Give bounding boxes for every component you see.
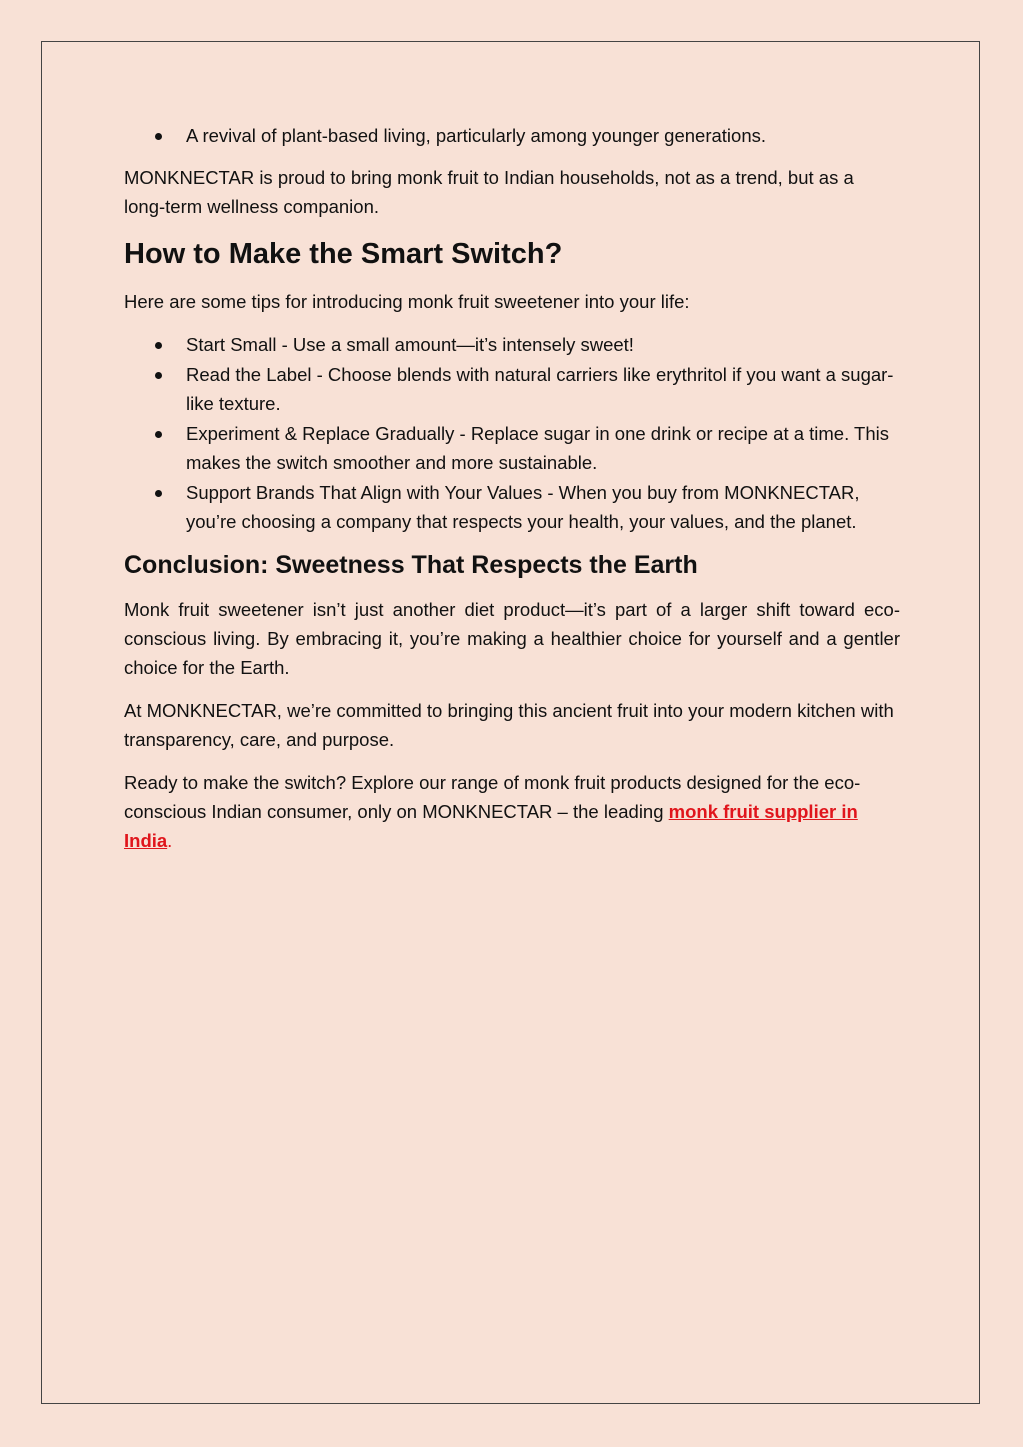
bullet-icon xyxy=(155,490,162,497)
tip-text: Experiment & Replace Gradually - Replace sugar in one drink or recipe at a time. This makes the switch smoother and more sustainable. xyxy=(186,423,889,473)
list-item xyxy=(124,360,900,418)
conclusion-paragraph-1: Monk fruit sweetener isn’t just another diet product—it’s part of a larger shift toward eco-conscious living. By embracing it, you’re making a healthier choice for yourself and a gentler choice for the Earth. xyxy=(124,599,900,678)
supplier-link[interactable]: monk fruit supplier in India xyxy=(124,801,858,851)
list-item xyxy=(124,478,900,536)
tips-list xyxy=(124,330,900,536)
bullet-icon xyxy=(155,431,162,438)
conclusion-paragraph-3-text: Ready to make the switch? Explore our range of monk fruit products designed for the eco-conscious Indian consumer, only on MONKNECTAR – the leading xyxy=(124,772,861,822)
conclusion-paragraph-3 xyxy=(124,768,900,855)
smart-switch-lead: Here are some tips for introducing monk fruit sweetener into your life: xyxy=(124,291,690,312)
list-item xyxy=(124,419,900,477)
conclusion-paragraph-2: At MONKNECTAR, we’re committed to bringing this ancient fruit into your modern kitchen with transparency, care, and purpose. xyxy=(124,700,894,750)
bullet-icon xyxy=(155,372,162,379)
list-item xyxy=(124,121,900,150)
list-item-text: A revival of plant-based living, particularly among younger generations. xyxy=(186,125,766,146)
list-item xyxy=(124,330,900,359)
link-suffix: . xyxy=(167,830,173,851)
bullet-icon xyxy=(155,133,162,140)
document-content xyxy=(124,121,900,855)
tip-text: Support Brands That Align with Your Values - When you buy from MONKNECTAR, you’re choosing a company that respects your health, your values, and the planet. xyxy=(186,482,860,532)
bullet-icon xyxy=(155,342,162,349)
intro-paragraph: MONKNECTAR is proud to bring monk fruit to Indian households, not as a trend, but as a long-term wellness companion. xyxy=(124,167,854,217)
tip-text: Start Small - Use a small amount—it’s intensely sweet! xyxy=(186,334,634,355)
top-bullet-list xyxy=(124,121,900,150)
conclusion-heading: Conclusion: Sweetness That Respects the Earth xyxy=(124,551,698,579)
tip-text: Read the Label - Choose blends with natural carriers like erythritol if you want a sugar-like texture. xyxy=(186,364,894,414)
smart-switch-heading: How to Make the Smart Switch? xyxy=(124,238,563,270)
